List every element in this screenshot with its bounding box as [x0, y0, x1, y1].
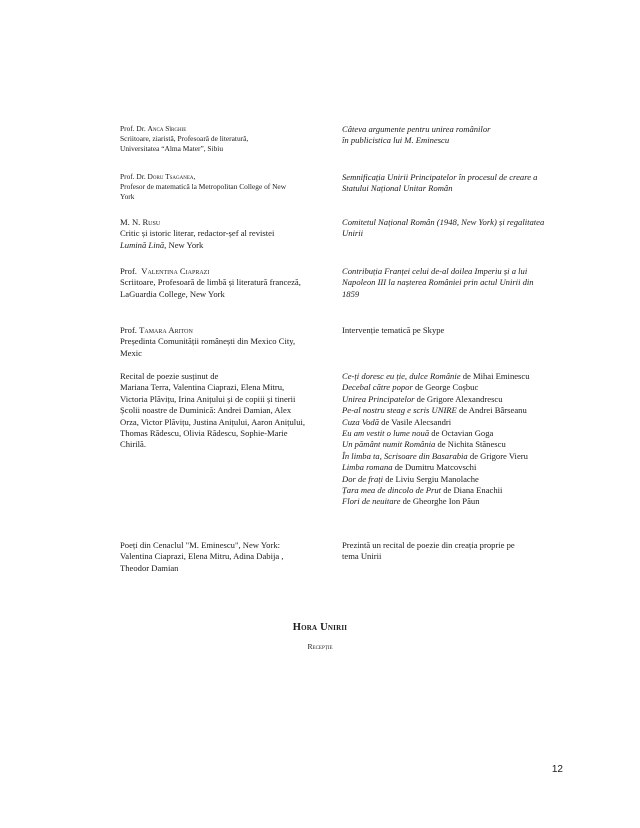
- poem-item: [342, 405, 560, 416]
- poem-title: Țara mea de dincolo de Prut: [342, 485, 442, 496]
- page-number: 12: [551, 764, 563, 775]
- talk-title: [342, 325, 560, 336]
- speaker-affiliation: Universitatea “Alma Mater”, Sibiu: [120, 144, 224, 153]
- poem-item: [342, 439, 560, 450]
- poem-item: [342, 371, 560, 382]
- speaker-affiliation: Profesor de matematică la Metropolitan College of New: [120, 182, 287, 191]
- poem-title: Decebal către popor: [342, 382, 413, 393]
- cenaclu-description: [342, 540, 560, 563]
- recital-line: Mariana Terra, Valentina Ciaprazi, Elena Mitru,: [120, 382, 285, 393]
- speaker-name: Rusu: [142, 217, 161, 227]
- recital-line: Chirilă.: [120, 439, 147, 450]
- speaker-affiliation: Președinta Comunității românești din Mexico City,: [120, 336, 296, 347]
- recital-line: Orza, Victor Plăvițu, Justina Anițului, Aaron Anițului,: [120, 416, 306, 427]
- poem-title: Eu am vestit o lume nouă: [342, 428, 430, 439]
- poem-title: Pe-al nostru steag e scris UNIRE: [342, 405, 457, 416]
- speaker-name-line: [120, 124, 328, 134]
- poem-item: [342, 485, 560, 496]
- speaker-block: [120, 172, 328, 202]
- poem-item: [342, 428, 560, 439]
- poem-author: de Liviu Sergiu Manolache: [385, 473, 479, 484]
- talk-title-line: Comitetul Național Român (1948, New York) și regalitatea: [342, 217, 545, 227]
- speaker-affiliation: [120, 240, 328, 251]
- talk-title-line: Contribuția Franței celui de-al doilea Imperiu și a lui: [342, 266, 528, 276]
- cenaclu-desc-line: Prezintă un recital de poezie din creația proprie pe: [342, 540, 515, 550]
- talk-title-line: Câteva argumente pentru unirea românilor: [342, 124, 491, 134]
- cenaclu-line: Valentina Ciaprazi, Elena Mitru, Adina Dabija ,: [120, 551, 284, 562]
- recital-line: Școlii noastre de Duminică: Andrei Damian, Alex: [120, 405, 292, 416]
- poem-title: Ce-ți doresc eu ție, dulce Românie: [342, 371, 461, 381]
- talk-title-line: 1859: [342, 288, 360, 299]
- speaker-name: Doru Tsaganea,: [147, 172, 196, 181]
- speaker-block: [120, 124, 328, 154]
- poem-title: Dor de frați: [342, 473, 384, 484]
- speaker-name: Tamara Ariton: [139, 325, 193, 335]
- recital-line: Thomas Rădescu, Olivia Rădescu, Sophie-Marie: [120, 428, 288, 439]
- poem-author: de Octavian Goga: [431, 428, 494, 439]
- poem-author: de Nichita Stănescu: [437, 439, 506, 450]
- talk-title: [342, 172, 560, 195]
- speaker-title: M. N.: [120, 217, 141, 227]
- speaker-title: Prof. Dr.: [120, 124, 146, 133]
- speaker-name-line: [120, 172, 328, 182]
- poem-author: de Grigore Vieru: [469, 450, 528, 461]
- talk-title: [342, 217, 560, 240]
- speaker-block: [120, 217, 328, 251]
- speaker-title: Prof.: [120, 325, 137, 335]
- speaker-affiliation: LaGuardia College, New York: [120, 288, 225, 299]
- poem-title: Flori de neuitare: [342, 496, 401, 507]
- poem-item: [342, 462, 560, 473]
- talk-title-line: în publicistica lui M. Eminescu: [342, 135, 450, 146]
- speaker-affiliation: Scriitoare, Profesoară de limbă și literatură franceză,: [120, 277, 301, 288]
- speaker-affiliation: Scriitoare, ziaristă, Profesoară de literatură,: [120, 134, 249, 143]
- talk-title-line: Unirii: [342, 228, 364, 239]
- magazine-name: Lumină Lină,: [120, 239, 167, 250]
- cenaclu-line: Theodor Damian: [120, 562, 179, 573]
- poem-author: de Vasile Alecsandri: [381, 416, 452, 427]
- recital-line: Victoria Plăvițu, Irina Anițului și de copiii și tinerii: [120, 393, 296, 404]
- poem-author: de Mihai Eminescu: [462, 371, 530, 381]
- poem-author: de Grigore Alexandrescu: [416, 393, 503, 404]
- poem-item: [342, 496, 560, 507]
- poem-item: [342, 451, 560, 462]
- poem-author: de George Coșbuc: [414, 382, 479, 393]
- talk-title-line: Semnificația Unirii Principatelor în procesul de creare a: [342, 172, 538, 182]
- speaker-block: [120, 266, 328, 300]
- section-heading: Hora Unirii: [292, 622, 348, 633]
- poem-item: [342, 394, 560, 405]
- poem-item: [342, 382, 560, 393]
- speaker-name-line: [120, 325, 328, 336]
- city-name: New York: [168, 239, 204, 250]
- poem-author: de Andrei Bârseanu: [458, 405, 527, 416]
- speaker-name-line: [120, 266, 328, 277]
- speaker-name: Anca Sîrghie: [147, 124, 187, 133]
- poem-author: de Gheorghe Ion Păun: [402, 496, 480, 507]
- recital-line: Recital de poezie susținut de: [120, 371, 219, 381]
- talk-title-line: Napoleon III la nașterea României prin actul Unirii din: [342, 277, 534, 288]
- speaker-affiliation: York: [120, 192, 135, 201]
- poem-title: Un pământ numit România: [342, 439, 436, 450]
- recital-performers: [120, 371, 328, 451]
- poem-title: În limba ta, Scrisoare din Basarabia: [342, 450, 468, 461]
- speaker-block: [120, 325, 328, 359]
- speaker-name: Valentina Ciaprazi: [141, 266, 210, 276]
- speaker-title: Prof.: [120, 266, 137, 276]
- poem-item: [342, 474, 560, 485]
- poem-title: Unirea Principatelor: [342, 393, 415, 404]
- speaker-name-line: [120, 217, 328, 228]
- cenaclu-line: Poeți din Cenaclul "M. Eminescu", New York:: [120, 540, 281, 550]
- speaker-affiliation: Mexic: [120, 347, 142, 358]
- talk-title-line: Statului Național Unitar Român: [342, 183, 453, 194]
- talk-title-line: Intervenție tematică pe Skype: [342, 325, 445, 335]
- poem-author: de Dumitru Matcovschi: [394, 462, 477, 473]
- cenaclu-desc-line: tema Unirii: [342, 551, 382, 562]
- talk-title: [342, 266, 560, 300]
- poem-list: [342, 371, 560, 508]
- poem-title: Cuza Vodă: [342, 416, 380, 427]
- poem-item: [342, 417, 560, 428]
- speaker-affiliation: Critic și istoric literar, redactor-șef al revistei: [120, 228, 275, 239]
- poem-author: de Diana Enachii: [443, 485, 503, 496]
- talk-title: [342, 124, 560, 147]
- section-subheading: Recepție: [307, 642, 333, 651]
- poem-title: Limba romana: [342, 462, 393, 473]
- speaker-title: Prof. Dr.: [120, 172, 146, 181]
- cenaclu-poets: [120, 540, 328, 574]
